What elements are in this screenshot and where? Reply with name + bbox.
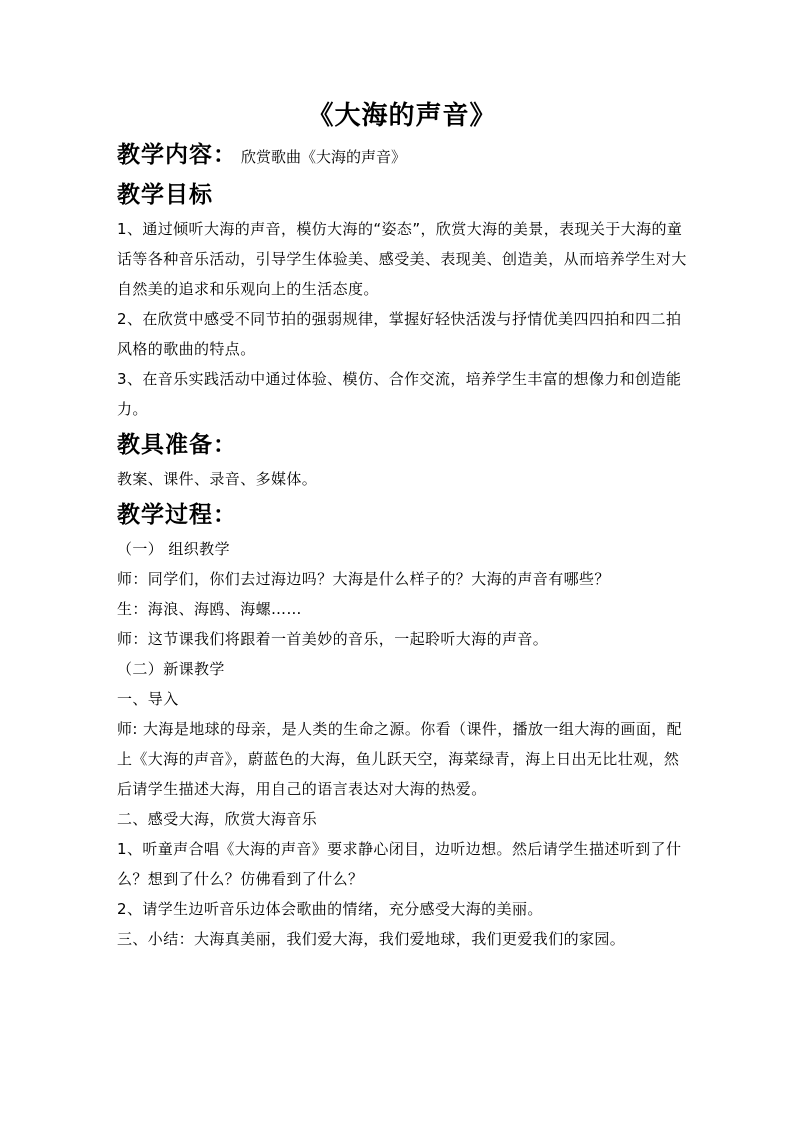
- goals-heading: 教学目标: [117, 181, 213, 208]
- dialog-line-2: 生：海浪、海鸥、海螺……: [117, 600, 302, 618]
- goal-item-1: 1、通过倾听大海的声音，模仿大海的“姿态”，欣赏大海的美景，表现关于大海的童话等各种音乐活动，引导学生体验美、感受美、表现美、创造美，从而培养学生对大自然美的追求和乐观向上的生活态度。: [117, 220, 687, 298]
- summary-text: 三、小结：大海真美丽，我们爱大海，我们爱地球，我们更爱我们的家园。: [117, 930, 626, 948]
- section-new-lesson: （二）新课教学: [117, 660, 225, 678]
- goal-item-2: 2、在欣赏中感受不同节拍的强弱规律，掌握好轻快活泼与抒情优美四四拍和四二拍风格的歌曲的特点。: [117, 310, 682, 358]
- step-intro-title: 一、导入: [117, 690, 179, 708]
- prep-text: 教案、课件、录音、多媒体。: [117, 470, 318, 488]
- prep-heading: 教具准备：: [117, 431, 237, 458]
- section-organize: （一） 组织教学: [117, 540, 230, 558]
- process-heading: 教学过程：: [117, 501, 237, 528]
- document-page: [117, 98, 687, 954]
- content-line: [117, 138, 687, 174]
- dialog-line-3: 师：这节课我们将跟着一首美妙的音乐，一起聆听大海的声音。: [117, 630, 549, 648]
- step-feel-title: 二、感受大海，欣赏大海音乐: [117, 810, 318, 828]
- goal-item-3: 3、在音乐实践活动中通过体验、模仿、合作交流，培养学生丰富的想像力和创造能力。: [117, 370, 682, 418]
- dialog-line-1: 师：同学们，你们去过海边吗？大海是什么样子的？大海的声音有哪些？: [117, 570, 610, 588]
- document-title: 《大海的声音》: [307, 101, 497, 131]
- content-value: 欣赏歌曲《大海的声音》: [241, 148, 407, 166]
- step-intro-text: 师: 大海是地球的母亲，是人类的生命之源。你看（课件，播放一组大海的画面，配上《大海的声音》，蔚蓝色的大海，鱼儿跃天空，海菜绿青，海上日出无比壮观，然后请学生描述大海，用自己的语言表达对大海的热爱。: [117, 720, 683, 798]
- step-feel-item-1: 1、听童声合唱《大海的声音》要求静心闭目，边听边想。然后请学生描述听到了什么？想到了什么？仿佛看到了什么？: [117, 840, 682, 888]
- step-feel-item-2: 2、请学生边听音乐边体会歌曲的情绪，充分感受大海的美丽。: [117, 900, 543, 918]
- content-label: 教学内容：: [117, 141, 237, 168]
